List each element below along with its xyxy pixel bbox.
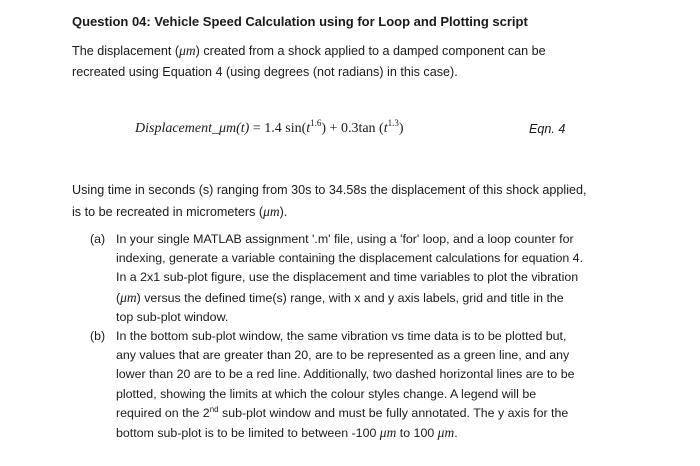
equation-4 [135,118,404,137]
time-line-2-pre: is to be recreated in micrometers ( [72,205,264,219]
part-a-line-4-post: ) versus the defined time(s) range, with x and y axis labels, grid and title in the [136,290,564,305]
part-b-line-5-sup: nd [209,404,219,414]
time-line-1: Using time in seconds (s) ranging from 30s to 34.58s the displacement of this shock applied, [72,183,587,197]
part-a [90,230,583,327]
part-a-line-4-pre: ( [116,290,121,305]
intro-line-1-post: ) created from a shock applied to a damped component can be [195,44,546,58]
intro-line-2: recreated using Equation 4 (using degrees (not radians) in this case). [72,65,458,79]
part-b-line-4: plotted, showing the limits at which the colour styles change. A legend will be [116,386,537,401]
time-paragraph [72,180,587,223]
equation-t2: t [383,121,388,136]
part-b-line-1: In the bottom sub-plot window, the same vibration vs time data is to be plotted but, [116,329,567,343]
equation-eq: = 1.4 sin( [249,121,307,136]
time-line-2-post: ). [279,205,288,219]
part-a-line-1: In your single MATLAB assignment '.m' file, using a 'for' loop, and a loop counter for [116,232,574,246]
part-b-marker: (b) [90,329,106,343]
micrometer-unit: μm [179,43,196,58]
part-b-line-6 [116,423,575,443]
part-b-line-6-mid: to 100 [396,426,438,441]
micrometer-unit: μm [263,204,280,219]
intro-paragraph [72,40,546,83]
part-a-marker: (a) [90,232,106,246]
equation-lhs: Displacement_μm(t) [135,121,250,136]
equation-t1: t [306,121,311,136]
part-b-line-3: lower than 20 are to be a red line. Additionally, two dashed horizontal lines are to be [116,367,575,382]
equation-exp1: 1.6 [310,118,322,128]
part-a-line-4 [116,288,583,308]
equation-exp2: 1.3 [387,118,399,128]
part-b-line-5-post: sub-plot window and must be fully annotated. The y axis for the [218,405,569,420]
equation-label: Eqn. 4 [529,122,566,136]
part-a-line-3: In a 2x1 sub-plot figure, use the displacement and time variables to plot the vibration [116,270,579,285]
part-b-line-5 [116,404,575,423]
intro-line-1 [72,40,546,62]
part-b-body [116,327,575,443]
part-b-line-6-post: . [454,426,458,441]
micrometer-unit: μm [437,425,455,441]
equation-mid: ) + 0.3tan ( [321,121,384,136]
part-a-line-2: indexing, generate a variable containing the displacement calculations for equation 4. [116,251,584,266]
part-a-body [116,230,583,327]
question-title: Question 04: Vehicle Speed Calculation using for Loop and Plotting script [72,14,528,29]
part-b-line-6-pre: bottom sub-plot is to be limited to between -100 [116,426,380,441]
intro-line-1-pre: The displacement ( [72,44,180,58]
time-line-2 [72,201,587,223]
micrometer-unit: μm [120,289,137,305]
part-b [90,327,575,443]
micrometer-unit: μm [379,425,397,441]
part-b-line-2: any values that are greater than 20, are to be represented as a green line, and any [116,348,570,363]
part-a-line-5: top sub-plot window. [116,309,229,324]
equation-end: ) [398,121,404,136]
part-b-line-5-pre: required on the 2 [116,405,210,420]
